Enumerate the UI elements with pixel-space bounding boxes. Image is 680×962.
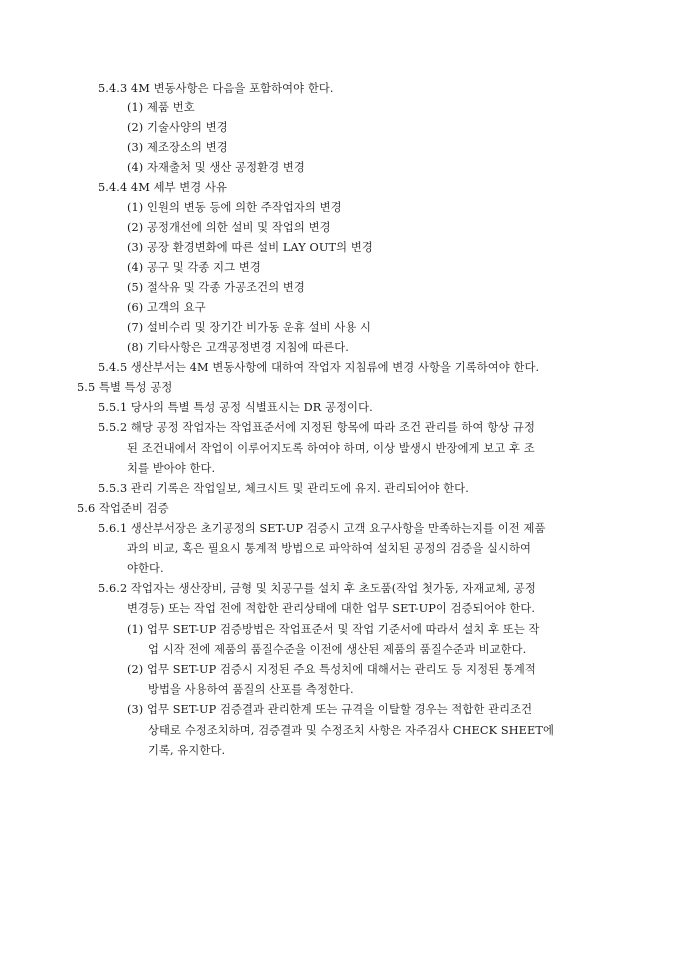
text-line: 야한다. [127, 562, 164, 575]
text-line: 업 시작 전에 제품의 품질수준을 이전에 생산된 제품의 품질수준과 비교한다. [148, 643, 527, 656]
text-line: 5.6.1 생산부서장은 초기공정의 SET-UP 검증시 고객 요구사항을 만족하는지를 이전 제품 [98, 522, 546, 535]
text-line: 5.4.3 4M 변동사항은 다음을 포함하여야 한다. [98, 82, 334, 95]
text-line: 치를 받아야 한다. [127, 462, 216, 475]
text-line: 5.5.1 당사의 특별 특성 공정 식별표시는 DR 공정이다. [98, 401, 373, 414]
text-line: (2) 기술사양의 변경 [127, 121, 228, 134]
text-line: 5.4.4 4M 세부 변경 사유 [98, 181, 228, 194]
text-line: 5.5.2 해당 공정 작업자는 작업표준서에 지정된 항목에 따라 조건 관리를 하여 항상 규정 [98, 421, 535, 434]
text-line: (8) 기타사항은 고객공정변경 지침에 따른다. [127, 341, 349, 354]
text-line: (6) 고객의 요구 [127, 301, 206, 314]
text-line: (3) 업무 SET-UP 검증결과 관리한계 또는 규격을 이탈할 경우는 적합한 관리조건 [127, 703, 533, 716]
text-line: (4) 공구 및 각종 지그 변경 [127, 261, 261, 274]
text-line: 5.4.5 생산부서는 4M 변동사항에 대하여 작업자 지침류에 변경 사항을 기록하여야 한다. [98, 361, 540, 374]
text-line: 과의 비교, 혹은 필요시 통계적 방법으로 파악하여 설치된 공정의 검증을 실시하여 [127, 542, 532, 555]
text-line: (1) 제품 번호 [127, 101, 195, 114]
text-line: (5) 절삭유 및 각종 가공조건의 변경 [127, 281, 305, 294]
text-line: (3) 공장 환경변화에 따른 설비 LAY OUT의 변경 [127, 241, 373, 254]
text-line: (1) 업무 SET-UP 검증방법은 작업표준서 및 작업 기준서에 따라서 설치 후 또는 작 [127, 623, 540, 636]
text-line: 상태로 수정조치하며, 검증결과 및 수정조치 사항은 자주검사 CHECK SHEET에 [148, 724, 554, 737]
text-line: 5.5.3 관리 기록은 작업일보, 체크시트 및 관리도에 유지. 관리되어야 한다. [98, 482, 469, 495]
text-line: (3) 제조장소의 변경 [127, 141, 228, 154]
text-line: 5.5 특별 특성 공정 [77, 381, 173, 394]
text-line: 된 조건내에서 작업이 이루어지도록 하여야 하며, 이상 발생시 반장에게 보고 후 조 [127, 442, 535, 455]
text-line: (1) 인원의 변동 등에 의한 주작업자의 변경 [127, 201, 342, 214]
text-line: (4) 자재출처 및 생산 공정환경 변경 [127, 161, 305, 174]
text-line: 방법을 사용하여 품질의 산포를 측정한다. [148, 683, 354, 696]
text-line: (2) 공정개선에 의한 설비 및 작업의 변경 [127, 221, 331, 234]
text-line: 5.6.2 작업자는 생산장비, 금형 및 치공구를 설치 후 초도품(작업 첫가동, 자재교체, 공정 [98, 582, 536, 595]
text-line: 5.6 작업준비 검증 [77, 502, 169, 515]
text-line: 변경등) 또는 작업 전에 적합한 관리상태에 대한 업무 SET-UP이 검증되어야 한다. [127, 602, 536, 615]
text-line: (2) 업무 SET-UP 검증시 지정된 주요 특성치에 대해서는 관리도 등 지정된 통계적 [127, 663, 536, 676]
text-line: (7) 설비수리 및 장기간 비가동 운휴 설비 사용 시 [127, 321, 372, 334]
text-line: 기록, 유지한다. [148, 744, 226, 757]
